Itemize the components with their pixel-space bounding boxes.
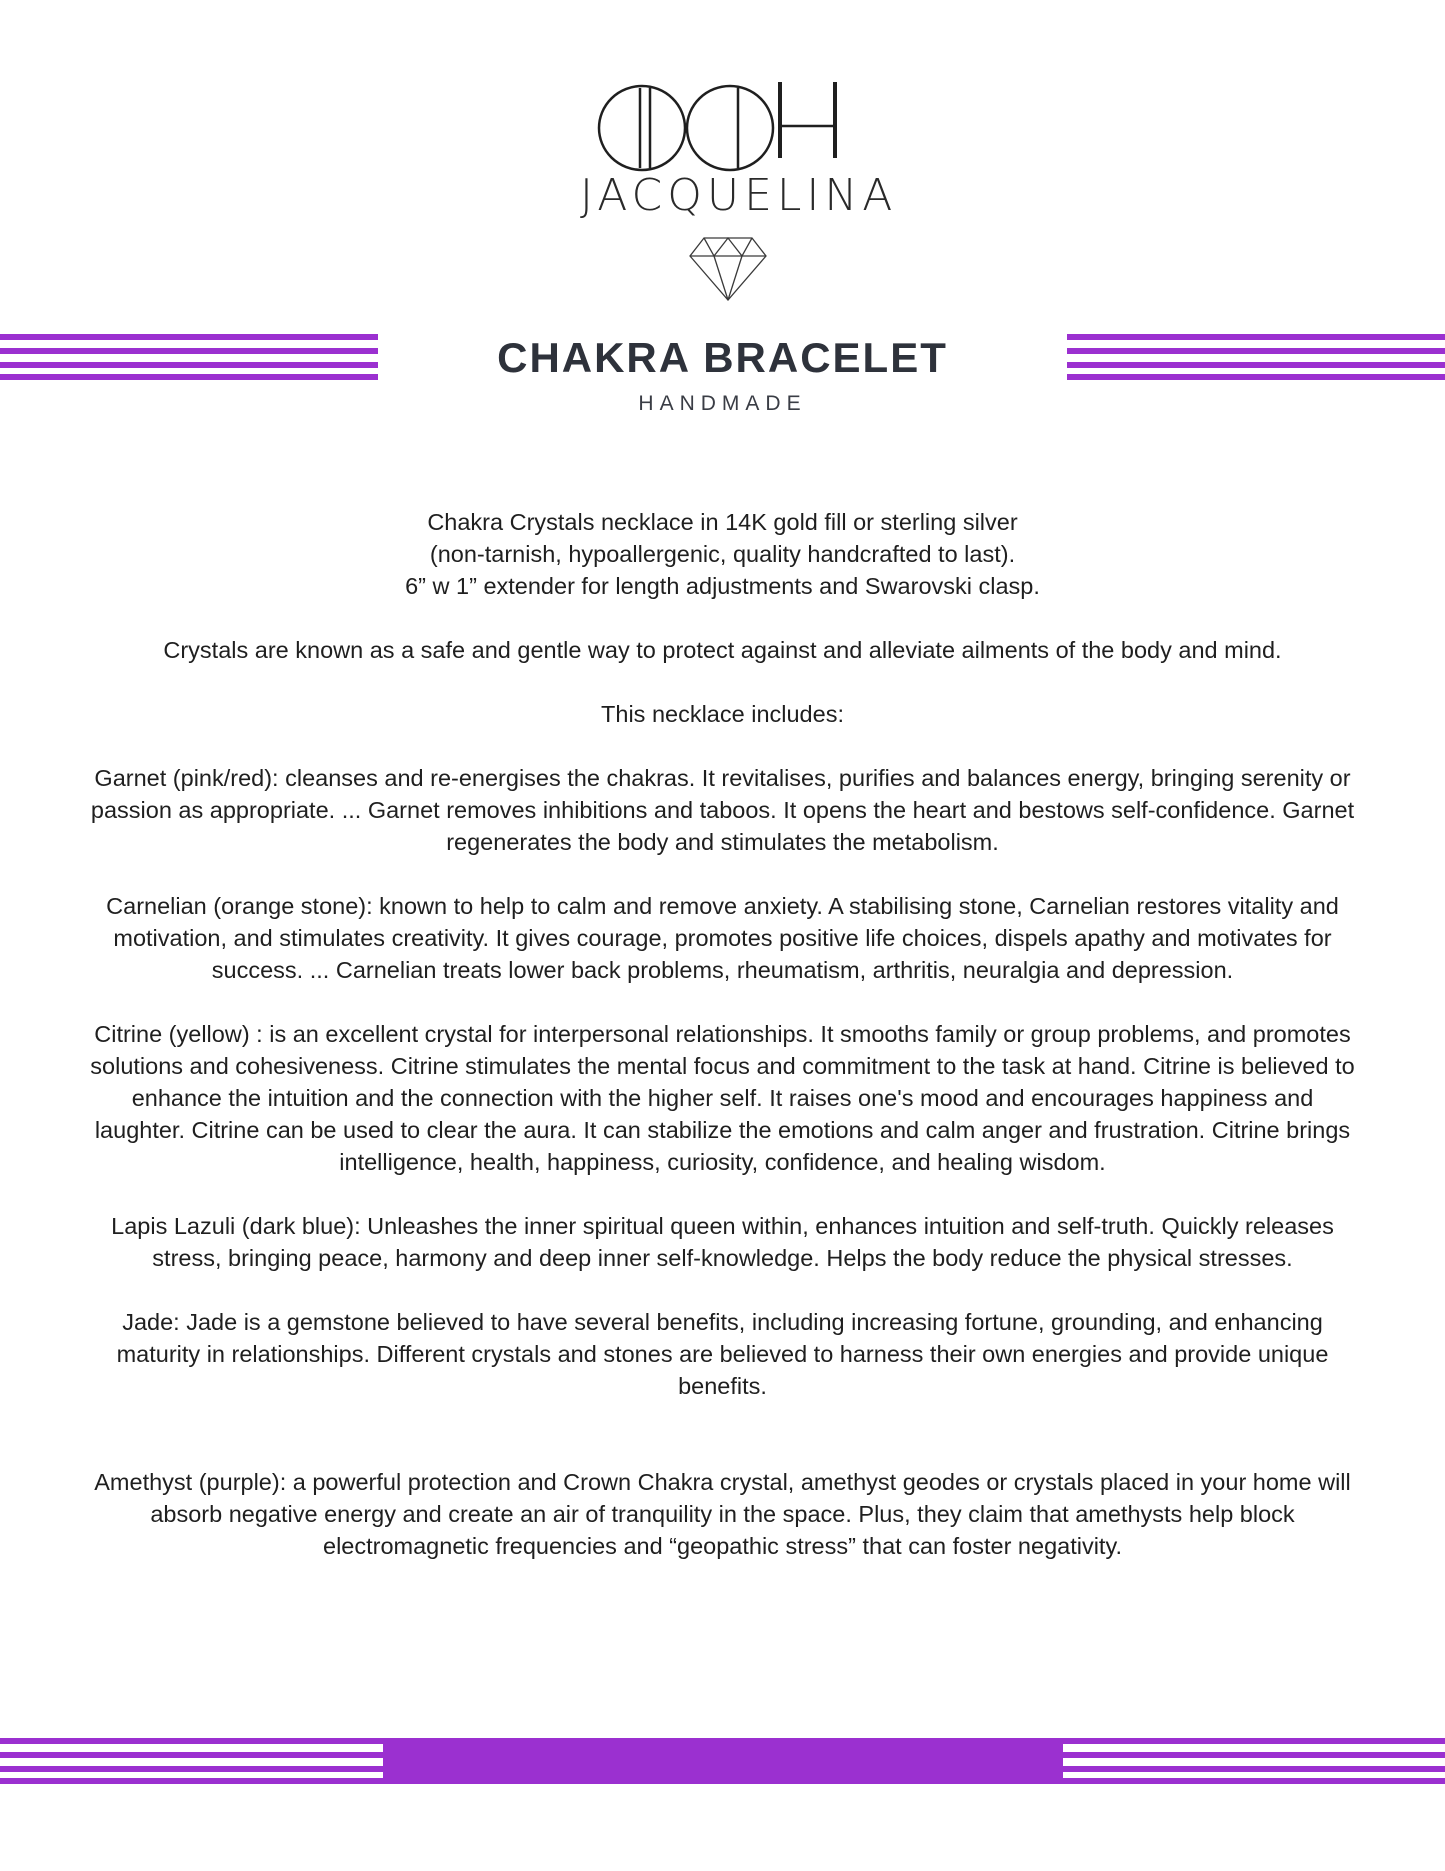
lapis-paragraph: Lapis Lazuli (dark blue): Unleashes the inner spiritual queen within, enhances intuition and self-truth. Quickly releases stress, bringing peace, harmony and deep inner self-knowledge. Helps the body reduce the physical stresses. [111, 1213, 1334, 1271]
intro-line-3: 6” w 1” extender for length adjustments and Swarovski clasp. [405, 573, 1040, 599]
intro-paragraph [90, 506, 1355, 602]
includes-heading: This necklace includes: [601, 701, 844, 727]
crystals-note: Crystals are known as a safe and gentle way to protect against and alleviate ailments of the body and mind. [163, 637, 1282, 663]
amethyst-paragraph: Amethyst (purple): a powerful protection and Crown Chakra crystal, amethyst geodes or crystals placed in your home will absorb negative energy and create an air of tranquility in the space. Plus, they claim that amethysts help block electromagnetic frequencies and “geopathic stress” that can foster negativity. [94, 1469, 1351, 1559]
logo-name: JACQUELINA [580, 170, 898, 221]
carnelian-paragraph: Carnelian (orange stone): known to help to calm and remove anxiety. A stabilising stone, Carnelian restores vitality and motivation, and stimulates creativity. It gives courage, promotes positive life choices, dispels apathy and motivates for success. ... Carnelian treats lower back problems, rheumatism, arthritis, neuralgia and depression. [106, 893, 1339, 983]
page-title: CHAKRA BRACELET [497, 334, 948, 381]
footer-stripes-right [1063, 1738, 1445, 1786]
garnet-paragraph: Garnet (pink/red): cleanses and re-energises the chakras. It revitalises, purifies and balances energy, bringing serenity or passion as appropriate. ... Garnet removes inhibitions and taboos. It opens the heart and bestows self-confidence. Garnet regenerates the body and stimulates the metabolism. [90, 765, 1355, 855]
diamond-icon [688, 234, 768, 304]
footer-bar [383, 1738, 1063, 1784]
intro-line-1: Chakra Crystals necklace in 14K gold fill or sterling silver [427, 509, 1018, 535]
citrine-paragraph: Citrine (yellow) : is an excellent crystal for interpersonal relationships. It smooths family or group problems, and promotes solutions and cohesiveness. Citrine stimulates the mental focus and commitment to the task at hand. Citrine is believed to enhance the intuition and the connection with the higher self. It raises one's mood and encourages happiness and laughter. Citrine can be used to clear the aura. It can stabilize the emotions and calm anger and frustration. Citrine brings intelligence, health, happiness, curiosity, confidence, and healing wisdom. [90, 1021, 1355, 1175]
brand-logo [580, 78, 898, 303]
jade-paragraph: Jade: Jade is a gemstone believed to have several benefits, including increasing fortune, grounding, and enhancing maturity in relationships. Different crystals and stones are believed to harness their own energies and provide unique benefits. [116, 1309, 1329, 1399]
intro-line-2: (non-tarnish, hypoallergenic, quality handcrafted to last). [429, 541, 1016, 567]
logo-mark-icon [580, 78, 870, 178]
footer-stripes-left [0, 1738, 383, 1786]
page-subtitle: HANDMADE [638, 392, 807, 415]
product-description [90, 506, 1355, 1594]
